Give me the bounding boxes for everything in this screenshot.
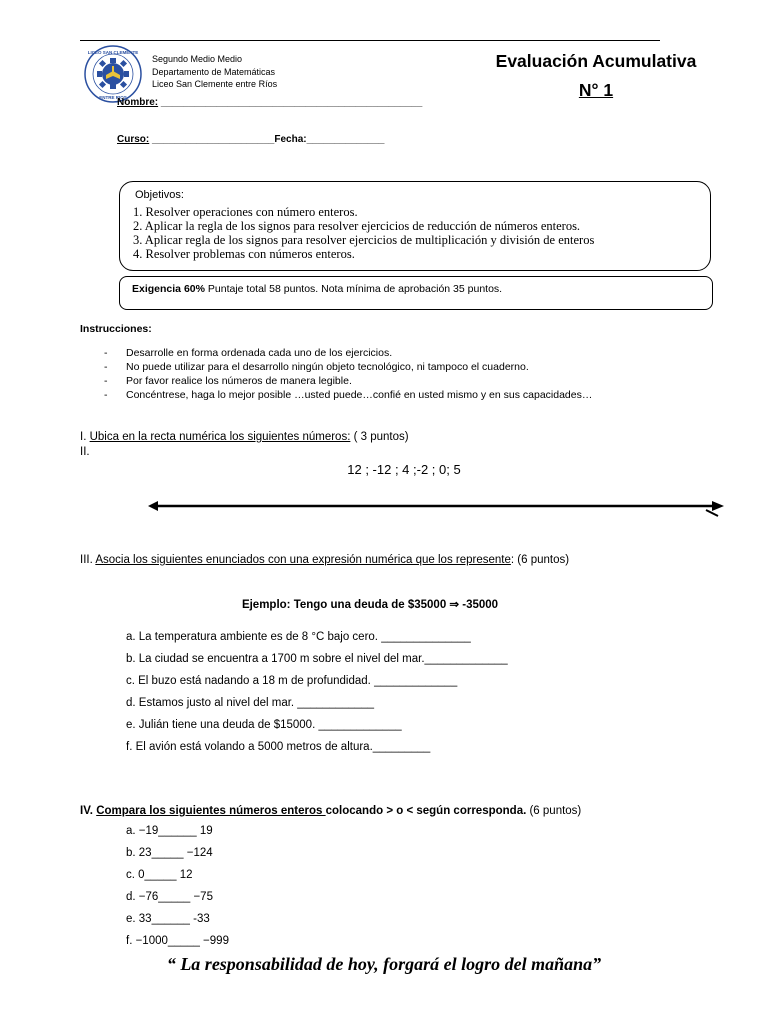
number-line[interactable] (146, 496, 726, 520)
section-4-rest: colocando > o < según corresponda. (325, 805, 527, 817)
objective-item: 4. Resolver problemas con números enteros. (133, 247, 355, 261)
section-2-label: II. (80, 446, 90, 458)
section-4-items (126, 820, 229, 952)
comparison-item[interactable]: c. 0_____ 12 (126, 869, 193, 881)
logo-subtext: ENTRE RIOS (99, 95, 127, 100)
comparison-item[interactable]: e. 33______ -33 (126, 913, 210, 925)
evaluation-number: N° 1 (578, 80, 614, 100)
statement-item[interactable]: f. El avión está volando a 5000 metros de altura._________ (126, 741, 431, 753)
section-4-prefix: IV. (80, 805, 97, 817)
requirement-bold: Exigencia 60% (132, 283, 205, 295)
requirement-rest: Puntaje total 58 puntos. Nota mínima de aprobación 35 puntos. (204, 283, 503, 295)
comparison-item[interactable]: b. 23_____ −124 (126, 847, 213, 859)
section-1-prefix: I. (80, 431, 90, 443)
objectives-list (133, 205, 594, 261)
comparison-item[interactable]: d. −76_____ −75 (126, 891, 213, 903)
course-date-field[interactable] (117, 134, 384, 145)
section-3-heading (80, 553, 660, 568)
course-label: Curso: (117, 134, 150, 145)
instruction-item: - Desarrolle en forma ordenada cada uno de los ejercicios. (104, 347, 393, 359)
comparison-item[interactable]: f. −1000_____ −999 (126, 935, 229, 947)
name-field[interactable] (117, 97, 422, 108)
school-line: Segundo Medio Medio (152, 54, 243, 64)
evaluation-title: Evaluación Acumulativa (495, 51, 697, 71)
instruction-item: - No puede utilizar para el desarrollo ningún objeto tecnológico, ni tampoco el cuaderno. (104, 361, 529, 373)
section-3-points: : (6 puntos) (510, 554, 570, 566)
instruction-item: - Por favor realice los números de manera legible. (104, 375, 352, 387)
date-blank[interactable]: ______________ (306, 134, 385, 145)
bullet-dash: - (104, 347, 108, 359)
section-1-points: ( 3 puntos) (350, 431, 409, 443)
requirement-text (132, 283, 502, 295)
course-blank[interactable]: ______________________ (152, 134, 275, 145)
school-line: Liceo San Clemente entre Ríos (152, 79, 278, 89)
instructions-title: Instrucciones: (80, 323, 152, 335)
section-4-heading (80, 805, 581, 817)
header-rule (80, 40, 660, 41)
numbers-to-place: 12 ; -12 ; 4 ;-2 ; 0; 5 (347, 462, 461, 477)
statement-item[interactable]: c. El buzo está nadando a 18 m de profundidad. _____________ (126, 675, 458, 687)
section-3-example: Ejemplo: Tengo una deuda de $35000 ⇒ -35000 (241, 599, 499, 611)
objectives-title: Objetivos: (135, 189, 184, 201)
bullet-dash: - (104, 361, 108, 373)
section-4-title: Compara los siguientes números enteros (96, 805, 326, 817)
objective-item: 2. Aplicar la regla de los signos para resolver ejercicios de reducción de números enteros. (133, 219, 581, 233)
objective-item: 1. Resolver operaciones con número enteros. (133, 205, 358, 219)
date-label: Fecha: (274, 134, 307, 145)
statement-item[interactable]: a. La temperatura ambiente es de 8 °C bajo cero. ______________ (126, 631, 471, 643)
statement-item[interactable]: e. Julián tiene una deuda de $15000. _____________ (126, 719, 402, 731)
section-3-title: Asocia los siguientes enunciados con una expresión numérica que los represente (95, 554, 511, 566)
bullet-dash: - (104, 375, 108, 387)
statement-item[interactable]: b. La ciudad se encuentra a 1700 m sobre el nivel del mar._____________ (126, 653, 508, 665)
instructions-list (104, 346, 592, 402)
name-blank[interactable]: _______________________________________________ (160, 97, 423, 108)
section-3-items (126, 626, 508, 758)
statement-item[interactable]: d. Estamos justo al nivel del mar. ____________ (126, 697, 375, 709)
school-line: Departamento de Matemáticas (152, 66, 276, 77)
section-1-title: Ubica en la recta numérica los siguientes números: (89, 431, 351, 443)
logo-text: LICEO SAN CLEMENTE (87, 50, 139, 55)
section-4-points: (6 puntos) (526, 805, 582, 817)
closing-quote: “ La responsabilidad de hoy, forgará el logro del mañana” (166, 954, 602, 974)
section-1-heading (80, 431, 409, 443)
name-label: Nombre: (117, 97, 159, 108)
school-info (152, 53, 277, 91)
section-3-prefix: III. (80, 554, 96, 566)
instruction-item: - Concéntrese, haga lo mejor posible …usted puede…confié en usted mismo y en sus capacidades… (104, 389, 593, 401)
bullet-dash: - (104, 389, 108, 401)
objective-item: 3. Aplicar regla de los signos para resolver ejercicios de multiplicación y división de enteros (133, 233, 595, 247)
comparison-item[interactable]: a. −19______ 19 (126, 825, 213, 837)
